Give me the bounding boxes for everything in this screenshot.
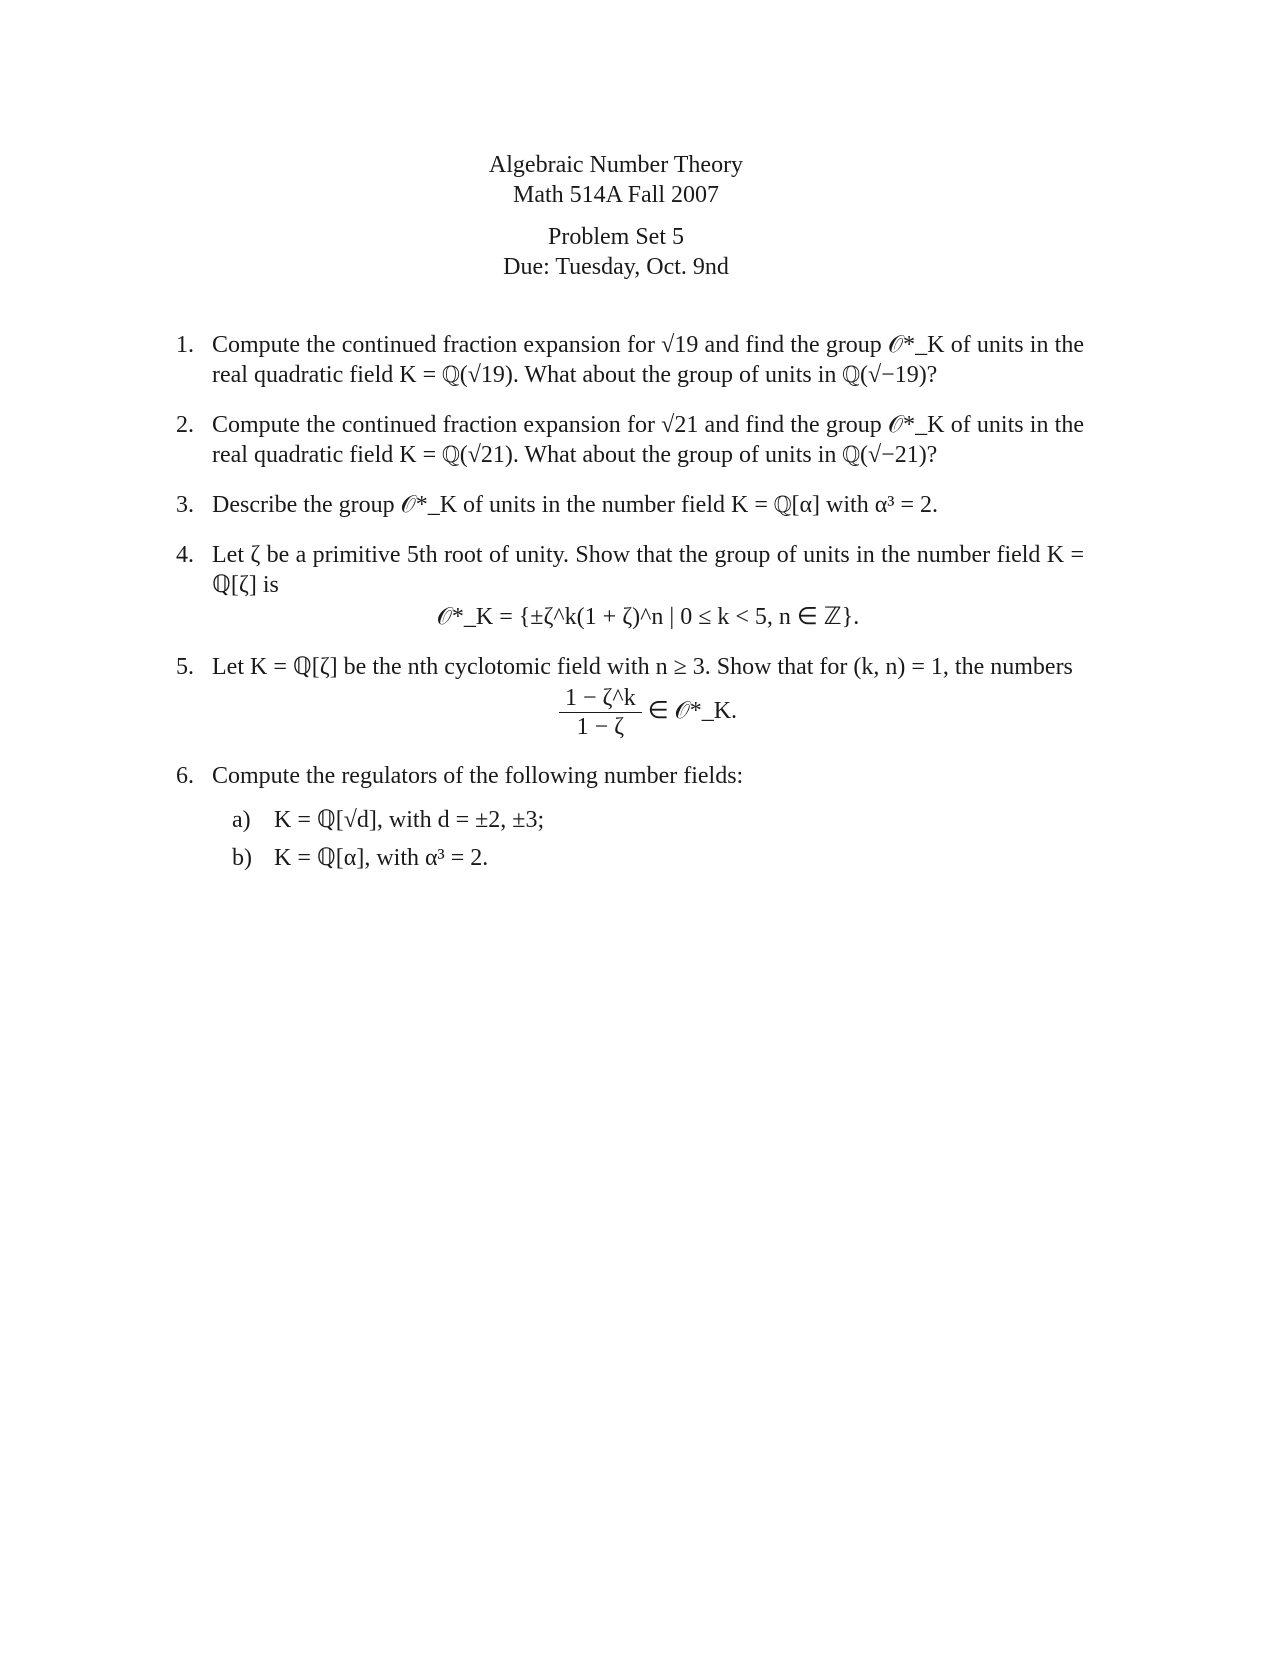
display-equation: 𝒪*_K = {±ζ^k(1 + ζ)^n | 0 ≤ k < 5, n ∈ ℤ}. bbox=[436, 604, 860, 630]
course-title: Algebraic Number Theory bbox=[488, 152, 744, 178]
sub-item-text: K = ℚ[α], with α³ = 2. bbox=[274, 845, 489, 871]
problem-number: 5. bbox=[176, 654, 194, 680]
problem-text: Compute the continued fraction expansion for √21 and find the group 𝒪*_K of units in the real quadratic field K = ℚ(√21). What about the group of units in ℚ(√−21)? bbox=[212, 412, 1084, 468]
problem-text: Let ζ be a primitive 5th root of unity. Show that the group of units in the number field K = ℚ[ζ] is bbox=[212, 542, 1084, 598]
problem-number: 2. bbox=[176, 412, 194, 438]
problem-text: Let K = ℚ[ζ] be the nth cyclotomic field with n ≥ 3. Show that for (k, n) = 1, the numbers bbox=[212, 654, 1073, 680]
fraction-tail: ∈ 𝒪*_K. bbox=[647, 698, 738, 725]
problem-number: 1. bbox=[176, 332, 194, 358]
problem-set-title: Problem Set 5 bbox=[548, 224, 684, 250]
sub-item-text: K = ℚ[√d], with d = ±2, ±3; bbox=[274, 807, 545, 833]
sub-item-label: b) bbox=[232, 845, 252, 871]
problem-1 bbox=[176, 330, 1084, 390]
sub-item-a bbox=[232, 805, 1084, 835]
problem-list bbox=[176, 330, 1084, 893]
problem-3 bbox=[176, 490, 1084, 520]
sub-item-b bbox=[232, 843, 1084, 873]
problem-2 bbox=[176, 410, 1084, 470]
problem-number: 3. bbox=[176, 492, 194, 518]
due-date: Due: Tuesday, Oct. 9nd bbox=[503, 254, 729, 280]
problem-4 bbox=[176, 540, 1084, 632]
problem-text: Compute the continued fraction expansion for √19 and find the group 𝒪*_K of units in the real quadratic field K = ℚ(√19). What about the group of units in ℚ(√−19)? bbox=[212, 332, 1084, 388]
sub-item-list bbox=[212, 805, 1084, 873]
fraction-denominator: 1 − ζ bbox=[576, 714, 625, 740]
sub-item-label: a) bbox=[232, 807, 251, 833]
problem-text: Describe the group 𝒪*_K of units in the number field K = ℚ[α] with α³ = 2. bbox=[212, 492, 939, 518]
fraction bbox=[559, 684, 642, 741]
problem-number: 4. bbox=[176, 542, 194, 568]
problem-text: Compute the regulators of the following number fields: bbox=[212, 763, 744, 789]
problem-6 bbox=[176, 761, 1084, 873]
fraction-numerator: 1 − ζ^k bbox=[559, 684, 642, 713]
display-equation bbox=[212, 684, 1084, 741]
course-term: Math 514A Fall 2007 bbox=[512, 182, 719, 208]
header bbox=[0, 150, 1232, 282]
problem-5 bbox=[176, 652, 1084, 741]
problem-number: 6. bbox=[176, 763, 194, 789]
